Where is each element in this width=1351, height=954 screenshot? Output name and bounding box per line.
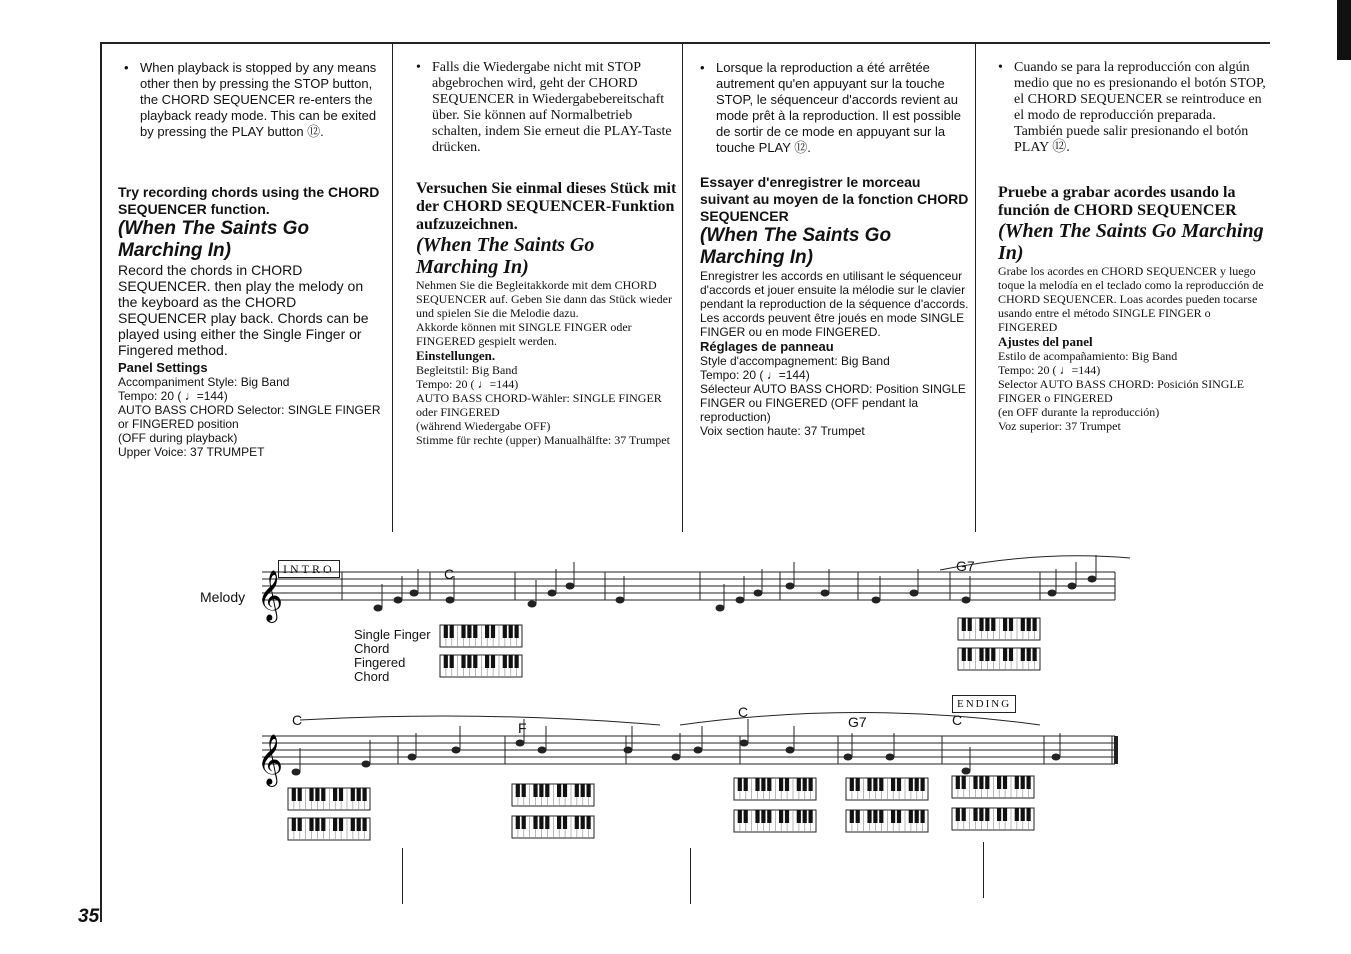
black-key — [357, 818, 361, 831]
note-head — [528, 601, 537, 608]
column-english — [118, 60, 384, 459]
black-key — [1033, 618, 1037, 631]
panel-heading: Réglages de panneau — [700, 339, 834, 354]
note-head — [1088, 576, 1097, 583]
black-key — [516, 784, 520, 797]
black-key — [321, 818, 325, 831]
black-key — [761, 810, 765, 823]
black-key — [1027, 648, 1031, 661]
black-key — [803, 810, 807, 823]
black-key — [891, 778, 895, 791]
black-key — [515, 655, 519, 668]
black-key — [962, 618, 966, 631]
black-key — [461, 655, 465, 668]
treble-clef: 𝄞 — [257, 570, 284, 621]
black-key — [809, 778, 813, 791]
black-key — [491, 625, 495, 638]
note-head — [566, 583, 575, 590]
chord-label: G7 — [956, 558, 975, 574]
chord-label: C — [444, 566, 455, 582]
black-key — [522, 816, 526, 829]
black-key — [557, 816, 561, 829]
panel-line: Sélecteur AUTO BASS CHORD: Position SINGLE FINGER ou FINGERED (OFF pendant la reproduction) — [700, 382, 966, 424]
song-title: (When The Saints Go Marching In) — [416, 234, 595, 278]
section-heading: Essayer d'enregistrer le morceau suivant au moyen de la fonction CHORD SEQUENCER — [700, 174, 969, 224]
black-key — [991, 648, 995, 661]
black-key — [1003, 776, 1007, 789]
note-head — [672, 754, 681, 761]
black-key — [973, 808, 977, 821]
black-key — [1027, 808, 1031, 821]
black-key — [581, 784, 585, 797]
note-head — [548, 590, 557, 597]
note-head — [446, 597, 455, 604]
black-key — [915, 810, 919, 823]
playback-note: • Falls die Wiedergabe nicht mit STOP abgebrochen wird, geht der CHORD SEQUENCER in Wiedergabebereitschaft über. Sie können auf Normalbetrieb schalten, indem Sie erneut die PLAY-Taste drücken. — [416, 60, 678, 156]
black-key — [581, 816, 585, 829]
black-key — [485, 655, 489, 668]
column-german — [416, 60, 678, 447]
black-key — [309, 788, 313, 801]
slur — [680, 713, 1040, 726]
black-key — [587, 784, 591, 797]
black-key — [1021, 776, 1025, 789]
black-key — [915, 778, 919, 791]
black-key — [575, 784, 579, 797]
single-finger-label: Single Finger Chord — [354, 627, 431, 656]
final-barline — [1114, 736, 1118, 764]
black-key — [575, 816, 579, 829]
note-head — [374, 605, 383, 612]
chord-label: C — [292, 712, 303, 728]
playback-note: • Lorsque la reproduction a été arrêtée autrement qu'en appuyant sur la touche STOP, le séquenceur d'accords revient au mode prêt à la reproduction. Il est possible de sortir de ce mode en appuyant sur la touche PLAY ⑫. — [700, 60, 972, 156]
black-key — [509, 625, 513, 638]
black-key — [473, 655, 477, 668]
playback-note: • When playback is stopped by any means other then by pressing the STOP button, the CHORD SEQUENCER re-enters the playback ready mode. This can be exited by pressing the PLAY button ⑫. — [124, 60, 384, 140]
black-key — [467, 625, 471, 638]
black-key — [809, 810, 813, 823]
black-key — [850, 810, 854, 823]
panel-line: Stimme für rechte (upper) Manualhälfte: 37 Trumpet — [416, 433, 670, 447]
black-key — [363, 818, 367, 831]
black-key — [962, 648, 966, 661]
note-head — [886, 754, 895, 761]
note-head — [872, 597, 881, 604]
black-key — [1003, 808, 1007, 821]
page-number: 35 — [78, 906, 100, 927]
black-key — [587, 816, 591, 829]
song-title: (When The Saints Go Marching In) — [998, 220, 1264, 264]
panel-line: Tempo: 20 ( ♩=144) — [700, 368, 810, 382]
black-key — [879, 778, 883, 791]
black-key — [985, 618, 989, 631]
black-key — [309, 818, 313, 831]
black-key — [298, 818, 302, 831]
black-key — [767, 778, 771, 791]
black-key — [973, 776, 977, 789]
black-key — [738, 778, 742, 791]
black-key — [803, 778, 807, 791]
black-key — [797, 810, 801, 823]
note-head — [844, 754, 853, 761]
black-key — [516, 816, 520, 829]
black-key — [755, 778, 759, 791]
black-key — [545, 816, 549, 829]
black-key — [473, 625, 477, 638]
chord-label: C — [952, 712, 963, 728]
black-key — [997, 808, 1001, 821]
black-key — [522, 784, 526, 797]
black-key — [351, 788, 355, 801]
black-key — [1021, 648, 1025, 661]
black-key — [785, 810, 789, 823]
fingered-label: Fingered Chord — [354, 655, 406, 684]
black-key — [867, 810, 871, 823]
black-key — [351, 818, 355, 831]
black-key — [539, 784, 543, 797]
black-key — [557, 784, 561, 797]
note-head — [292, 769, 301, 776]
black-key — [357, 788, 361, 801]
body-text: Grabe los acordes en CHORD SEQUENCER y luego toque la melodía en el teclado como la reproducción de CHORD SEQUENCER. Loas acordes pueden tocarse usando entre el método SINGLE FINGER o FINGERED — [998, 264, 1264, 334]
panel-line: (während Wiedergabe OFF) — [416, 419, 551, 433]
black-key — [873, 778, 877, 791]
note-head — [624, 747, 633, 754]
panel-line: Tempo: 20 ( ♩=144) — [416, 377, 519, 391]
black-key — [891, 810, 895, 823]
section-heading: Versuchen Sie einmal dieses Stück mit der CHORD SEQUENCER-Funktion aufzuzeichnen. — [416, 180, 677, 233]
black-key — [1003, 618, 1007, 631]
note-head — [394, 597, 403, 604]
black-key — [921, 810, 925, 823]
black-key — [363, 788, 367, 801]
black-key — [744, 778, 748, 791]
melody-label: Melody — [200, 589, 246, 605]
black-key — [797, 778, 801, 791]
black-key — [1009, 648, 1013, 661]
black-key — [962, 776, 966, 789]
note-head — [786, 583, 795, 590]
black-key — [779, 778, 783, 791]
black-key — [545, 784, 549, 797]
black-key — [461, 625, 465, 638]
black-key — [867, 778, 871, 791]
note-head — [694, 747, 703, 754]
panel-line: (OFF during playback) — [118, 431, 238, 445]
black-key — [1009, 618, 1013, 631]
panel-heading: Panel Settings — [118, 360, 208, 375]
note-head — [716, 605, 725, 612]
divider-2 — [682, 42, 683, 532]
column-french — [700, 60, 972, 438]
black-key — [485, 625, 489, 638]
black-key — [491, 655, 495, 668]
note-head — [740, 740, 749, 747]
black-key — [979, 776, 983, 789]
black-key — [856, 778, 860, 791]
note-head — [452, 747, 461, 754]
panel-line: Voz superior: 37 Trumpet — [998, 419, 1121, 433]
black-key — [515, 625, 519, 638]
black-key — [292, 788, 296, 801]
divider-3 — [975, 42, 976, 532]
note-head — [786, 747, 795, 754]
music-notation — [0, 540, 1351, 860]
note-head — [910, 590, 919, 597]
black-key — [339, 788, 343, 801]
panel-line: Estilo de acompañamiento: Big Band — [998, 349, 1178, 363]
note-head — [362, 761, 371, 768]
panel-line: Voix section haute: 37 Trumpet — [700, 424, 865, 438]
black-key — [333, 818, 337, 831]
black-key — [744, 810, 748, 823]
panel-line: Style d'accompagnement: Big Band — [700, 354, 890, 368]
treble-clef: 𝄞 — [257, 734, 284, 785]
note-head — [408, 754, 417, 761]
black-key — [968, 648, 972, 661]
panel-heading: Ajustes del panel — [998, 334, 1093, 349]
black-key — [1021, 618, 1025, 631]
ending-label: ENDING — [952, 695, 1016, 713]
black-key — [1003, 648, 1007, 661]
black-key — [450, 625, 454, 638]
note-head — [754, 590, 763, 597]
black-key — [909, 778, 913, 791]
note-head — [1068, 583, 1077, 590]
black-key — [779, 810, 783, 823]
panel-heading: Einstellungen. — [416, 348, 496, 363]
black-key — [1021, 808, 1025, 821]
black-key — [1015, 776, 1019, 789]
black-key — [997, 776, 1001, 789]
black-key — [968, 618, 972, 631]
black-key — [1015, 808, 1019, 821]
song-title: (When The Saints Go Marching In) — [118, 218, 310, 261]
slur — [300, 716, 660, 725]
black-key — [298, 788, 302, 801]
note-head — [1048, 590, 1057, 597]
chord-label: C — [738, 704, 749, 720]
staff-graphics — [0, 540, 1351, 860]
black-key — [909, 810, 913, 823]
black-key — [897, 810, 901, 823]
panel-line: Tempo: 20 ( ♩=144) — [118, 389, 228, 403]
panel-line: Accompaniment Style: Big Band — [118, 375, 290, 389]
panel-line: AUTO BASS CHORD Selector: SINGLE FINGER or FINGERED position — [118, 403, 381, 431]
black-key — [956, 808, 960, 821]
black-key — [333, 788, 337, 801]
top-rule — [100, 42, 1270, 44]
note-head — [516, 740, 525, 747]
body-text-2: Akkorde können mit SINGLE FINGER oder FINGERED gespielt werden. — [416, 320, 632, 348]
black-key — [1027, 776, 1031, 789]
black-key — [956, 776, 960, 789]
black-key — [444, 655, 448, 668]
body-text: Enregistrer les accords en utilisant le séquenceur d'accords et jouer ensuite la mélodie sur le clavier pendant la reproduction de la séquence d'accords. Les accords peuvent être joués en mode SINGLE FINGER ou en mode FINGERED. — [700, 269, 969, 339]
black-key — [856, 810, 860, 823]
note-head — [962, 768, 971, 775]
black-key — [467, 655, 471, 668]
divider-1 — [392, 42, 393, 532]
black-key — [985, 808, 989, 821]
black-key — [979, 618, 983, 631]
chord-label: G7 — [848, 714, 867, 730]
black-key — [879, 810, 883, 823]
corner-mark — [1337, 0, 1351, 60]
black-key — [563, 816, 567, 829]
note-head — [1052, 754, 1061, 761]
section-heading: Pruebe a grabar acordes usando la función de CHORD SEQUENCER — [998, 184, 1237, 219]
black-key — [563, 784, 567, 797]
black-key — [509, 655, 513, 668]
note-head — [962, 597, 971, 604]
black-key — [503, 655, 507, 668]
black-key — [873, 810, 877, 823]
black-key — [315, 788, 319, 801]
black-key — [339, 818, 343, 831]
section-heading: Try recording chords using the CHORD SEQUENCER function. — [118, 184, 380, 217]
black-key — [761, 778, 765, 791]
black-key — [785, 778, 789, 791]
black-key — [850, 778, 854, 791]
black-key — [979, 808, 983, 821]
intro-label: INTRO — [278, 560, 340, 578]
note-head — [410, 590, 419, 597]
black-key — [321, 788, 325, 801]
body-text: Record the chords in CHORD SEQUENCER. then play the melody on the keyboard as the CHORD SEQUENCER play back. Chords can be played using either the Single Finger or Fingered method. — [118, 262, 369, 358]
black-key — [921, 778, 925, 791]
black-key — [979, 648, 983, 661]
note-head — [616, 597, 625, 604]
note-head — [538, 747, 547, 754]
body-text: Nehmen Sie die Begleitakkorde mit dem CHORD SEQUENCER auf. Geben Sie dann das Stück wieder und spielen Sie die Melodie dazu. — [416, 278, 672, 320]
black-key — [444, 625, 448, 638]
black-key — [533, 816, 537, 829]
black-key — [962, 808, 966, 821]
black-key — [755, 810, 759, 823]
black-key — [503, 625, 507, 638]
note-head — [821, 590, 830, 597]
black-key — [533, 784, 537, 797]
black-key — [450, 655, 454, 668]
note-head — [736, 597, 745, 604]
black-key — [1033, 648, 1037, 661]
panel-line: (en OFF durante la reproducción) — [998, 405, 1160, 419]
black-key — [985, 648, 989, 661]
black-key — [315, 818, 319, 831]
panel-line: Begleitstil: Big Band — [416, 363, 518, 377]
playback-note: • Cuando se para la reproducción con algún medio que no es presionando el botón STOP, el CHORD SEQUENCER se reintroduce en el modo de reproducción preparada. También puede salir presionando el botón PLAY ⑫. — [998, 60, 1266, 156]
black-key — [991, 618, 995, 631]
black-key — [767, 810, 771, 823]
panel-line: Selector AUTO BASS CHORD: Posición SINGLE FINGER o FINGERED — [998, 377, 1245, 405]
panel-line: AUTO BASS CHORD-Wähler: SINGLE FINGER oder FINGERED — [416, 391, 662, 419]
panel-line: Tempo: 20 ( ♩=144) — [998, 363, 1101, 377]
black-key — [985, 776, 989, 789]
black-key — [539, 816, 543, 829]
black-key — [897, 778, 901, 791]
slur — [940, 556, 1130, 570]
song-title: (When The Saints Go Marching In) — [700, 225, 892, 268]
column-spanish — [998, 60, 1266, 433]
panel-line: Upper Voice: 37 TRUMPET — [118, 445, 265, 459]
black-key — [292, 818, 296, 831]
black-key — [738, 810, 742, 823]
black-key — [1027, 618, 1031, 631]
chord-label: F — [518, 720, 527, 736]
